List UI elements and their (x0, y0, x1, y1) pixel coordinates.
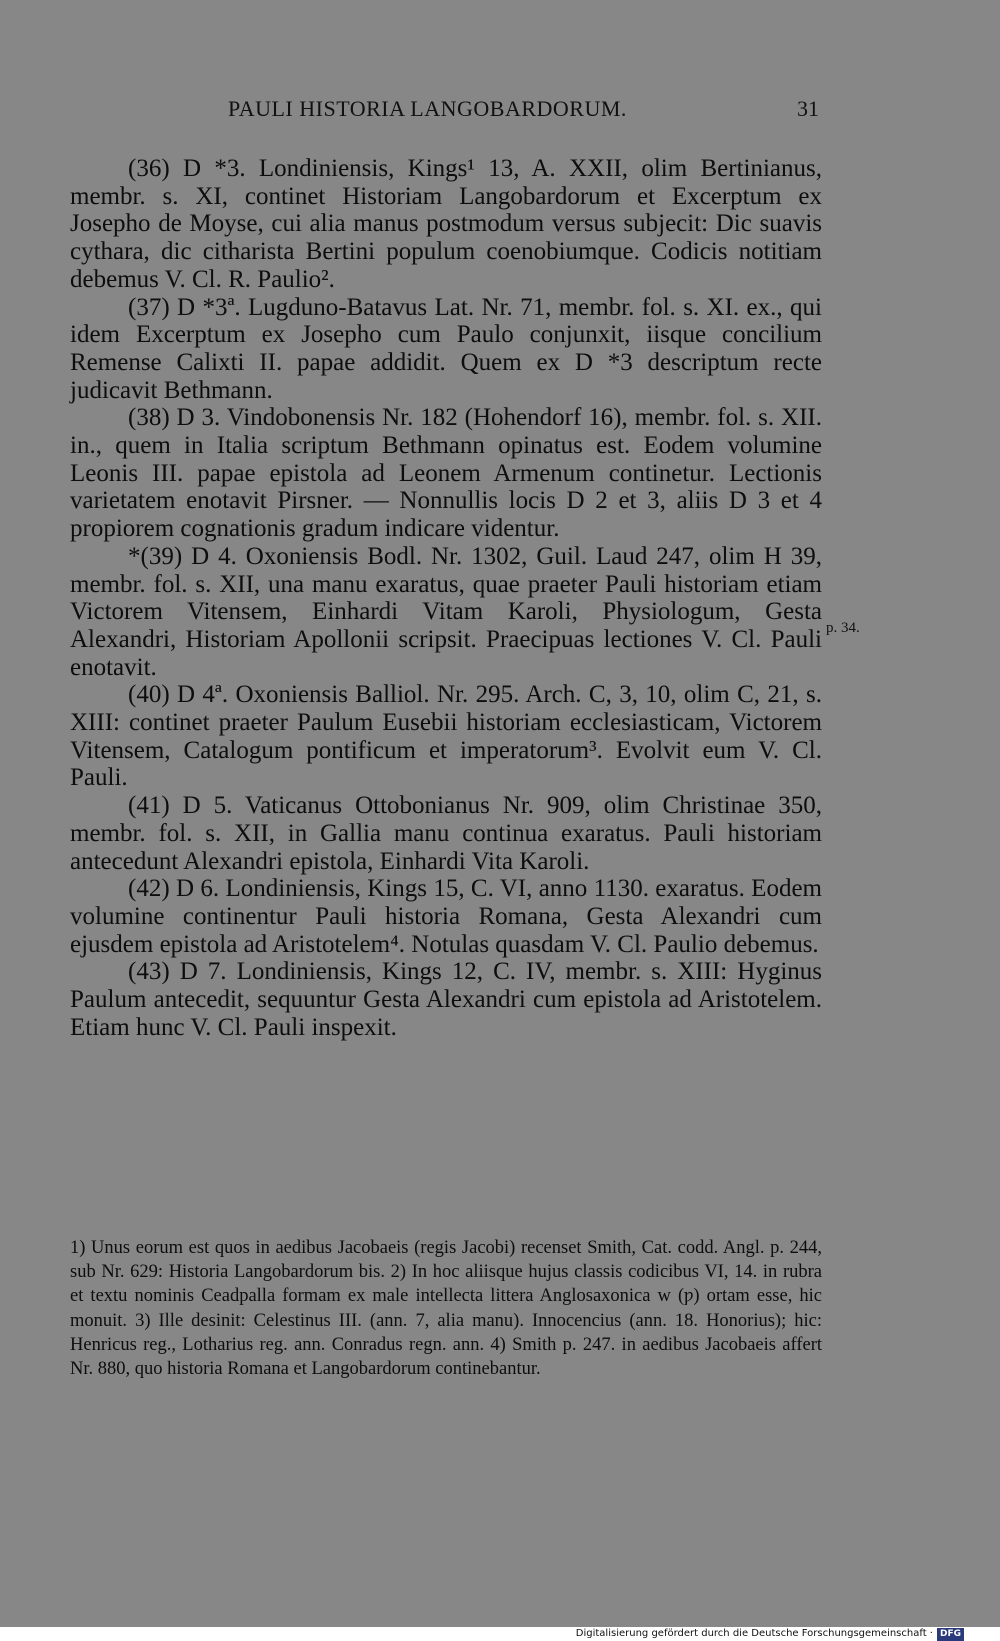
page-number: 31 (797, 96, 819, 121)
entry-37: (37) D *3ª. Lugduno-Batavus Lat. Nr. 71, membr. fol. s. XI. ex., qui idem Excerptum ex Josepho cum Paulo conjunxit, iisque concilium Remense Calixti II. papae addidit. Quem ex D *3 descriptum recte judicavit Bethmann. (70, 293, 822, 404)
dfg-logo: DFG (937, 1628, 964, 1641)
entry-39: *(39) D 4. Oxoniensis Bodl. Nr. 1302, Guil. Laud 247, olim H 39, membr. fol. s. XII, una manu exaratus, quae praeter Pauli historiam etiam Victorem Vitensem, Einhardi Vitam Karoli, Physiologum, Gesta Alexandri, Historiam Apollonii scripsit. Praecipuas lectiones V. Cl. Pauli enotavit. (70, 542, 822, 681)
credit-text: Digitalisierung gefördert durch die Deutsche Forschungsgemeinschaft · (575, 1628, 933, 1639)
entry-38: (38) D 3. Vindobonensis Nr. 182 (Hohendorf 16), membr. fol. s. XII. in., quem in Italia scriptum Bethmann opinatus est. Eodem volumine Leonis III. papae epistola ad Leonem Armenum continetur. Lectionis varietatem enotavit Pirsner. — Nonnullis locis D 2 et 3, aliis D 3 et 4 propiorem cognationis gradum indicare videntur. (70, 404, 822, 543)
footnote-text: 1) Unus eorum est quos in aedibus Jacobaeis (regis Jacobi) recenset Smith, Cat. codd. Angl. p. 244, sub Nr. 629: Historia Langobardorum bis. 2) In hoc aliisque hujus classis codicibus VI, 14. in rubra et textu nominis Ceadpalla formam ex male intellecta littera Anglosaxonica w (ƿ) ortam esse, hic monuit. 3) Ille desinit: Celestinus III. (ann. 7, alia manu). Innocencius (ann. 18. Honorius); hic: Henricus reg., Lotharius reg. ann. Conradus regn. ann. 4) Smith p. 247. in aedibus Jacobaeis affert Nr. 880, quo historia Romana et Langobardorum continebantur. (70, 1238, 822, 1380)
footnotes (70, 1236, 822, 1381)
header-title: PAULI HISTORIA LANGOBARDORUM. (228, 96, 627, 121)
running-header (0, 96, 1000, 126)
entry-36: (36) D *3. Londiniensis, Kings¹ 13, A. XXII, olim Bertinianus, membr. s. XI, continet Historiam Langobardorum et Excerptum ex Josepho de Moyse, cui alia manus postmodum versus subjecit: Dic suavis cythara, dic citharista Bertini populum coenobiumque. Codicis notitiam debemus V. Cl. R. Paulio². (70, 155, 822, 293)
margin-page-reference: p. 34. (826, 620, 860, 636)
entry-40: (40) D 4ª. Oxoniensis Balliol. Nr. 295. Arch. C, 3, 10, olim C, 21, s. XIII: continet praeter Paulum Eusebii historiam ecclesiasticam, Victorem Vitensem, Catalogum pontificum et imperatorum³. Evolvit eum V. Cl. Pauli. (70, 681, 822, 792)
digitization-credit (576, 1627, 964, 1641)
entry-41: (41) D 5. Vaticanus Ottobonianus Nr. 909, olim Christinae 350, membr. fol. s. XII, in Gallia manu continua exaratus. Pauli historiam antecedunt Alexandri epistola, Einhardi Vita Karoli. (70, 792, 822, 875)
entry-43: (43) D 7. Londiniensis, Kings 12, C. IV, membr. s. XIII: Hyginus Paulum antecedit, sequuntur Gesta Alexandri cum epistola ad Aristotelem. Etiam hunc V. Cl. Pauli inspexit. (70, 958, 822, 1041)
entry-42: (42) D 6. Londiniensis, Kings 15, C. VI, anno 1130. exaratus. Eodem volumine continentur Pauli historia Romana, Gesta Alexandri cum ejusdem epistola ad Aristotelem⁴. Notulas quasdam V. Cl. Paulio debemus. (70, 875, 822, 958)
main-text (70, 155, 822, 1042)
